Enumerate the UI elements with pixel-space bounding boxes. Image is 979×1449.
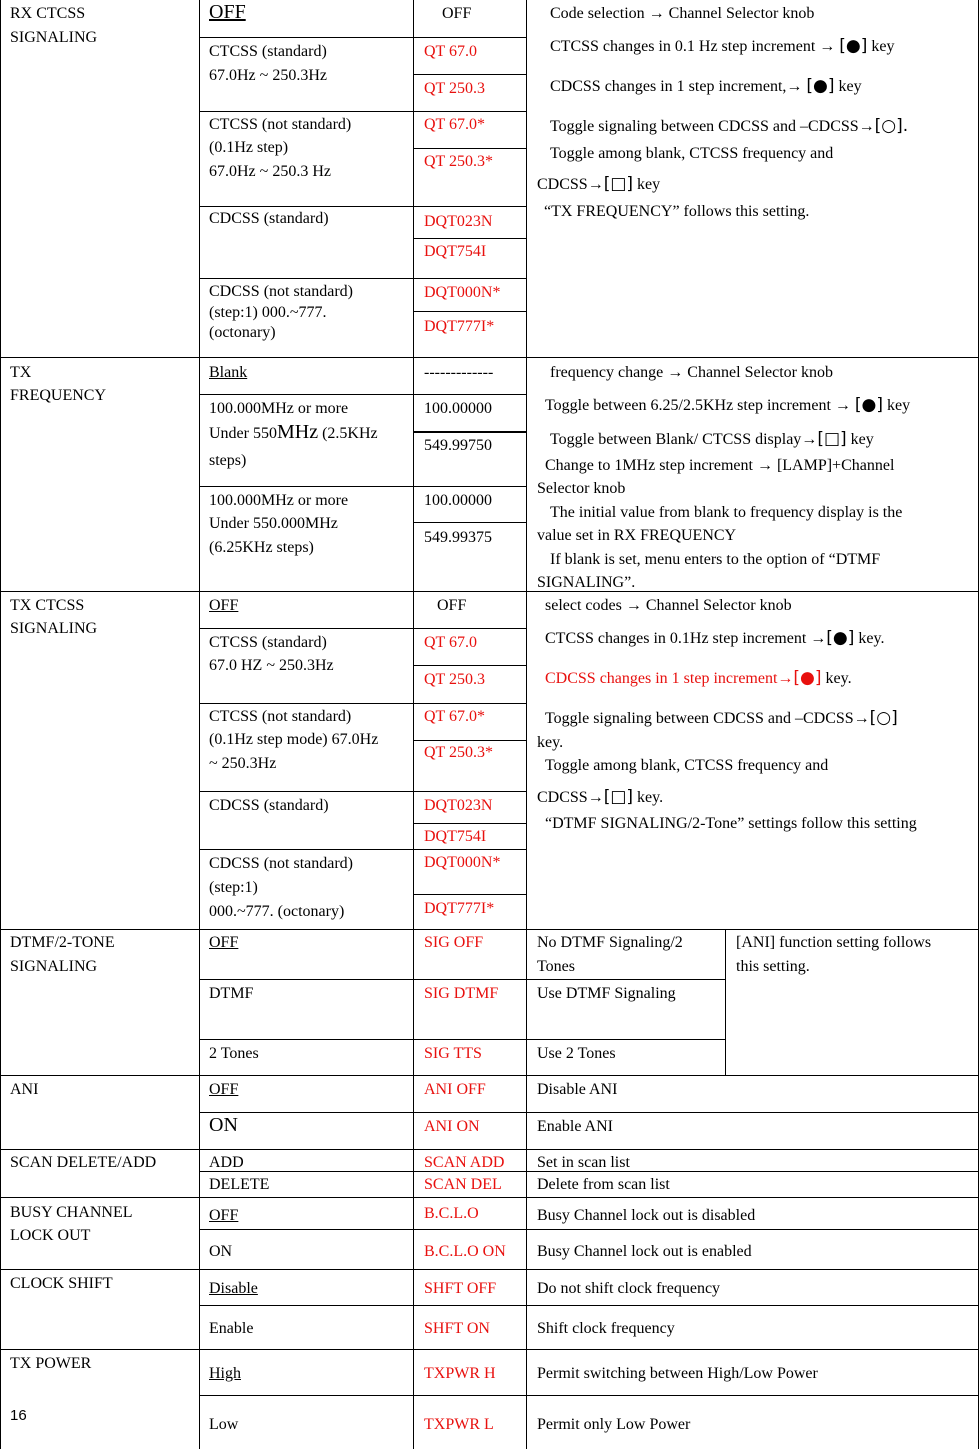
rx-desc-4: Toggle signaling between CDCSS and –CDCSS→[○]. [550,116,909,136]
tx-cdcss-std-max: DQT754I [424,828,487,845]
square-key-icon: [□] [603,787,634,807]
rx-cdcss-ns-2: (step:1) 000.~777. [209,304,327,321]
tx-freq-desc-9: SIGNALING”. [537,574,636,591]
tx-range-2-max: 549.99375 [424,529,492,546]
tx-range-2-line-3: (6.25KHz steps) [209,539,314,556]
tx-range-1-line-3: steps) [209,452,247,469]
tx-range-1-line-2: Under 550MHz (2.5KHz [209,421,378,443]
tx-cdcss-ns-2: (step:1) [209,879,258,896]
rx-cdcss-ns-3: (octonary) [209,324,276,341]
filled-circle-key-icon: [●] [854,395,884,415]
rx-ctcss-std-2: 67.0Hz ~ 250.3Hz [209,67,327,84]
tx-cdcss-ns-1: CDCSS (not standard) [209,855,353,872]
scan-display-add: SCAN ADD [424,1154,505,1171]
txpower-desc-low: Permit only Low Power [537,1416,691,1433]
dtmf-label-2: SIGNALING [10,958,98,975]
txpower-display-high: TXPWR H [424,1365,496,1382]
dtmf-note-2: this setting. [736,958,810,975]
tx-cdcss-ns-3: 000.~777. (octonary) [209,903,345,920]
square-key-icon: [□] [817,429,847,449]
tx-range-1-max: 549.99750 [424,437,492,454]
tx-ctcss-std-1: CTCSS (standard) [209,634,327,651]
tx-freq-label-1: TX [10,364,32,381]
rx-ctcss-ns-max: QT 250.3* [424,153,494,170]
page-number: 16 [10,1407,27,1424]
tx-cdcss-std-min: DQT023N [424,797,493,814]
tx-ctcss-desc-2: CTCSS changes in 0.1Hz step increment →[●] key. [545,628,885,648]
rx-ctcss-label-2: SIGNALING [10,29,98,46]
tx-cdcss-ns-max: DQT777I* [424,900,495,917]
tx-freq-desc-2: Toggle between 6.25/2.5KHz step increment → [●] key [545,395,911,415]
bclo-display-off: B.C.L.O [424,1205,479,1222]
clock-desc-enable: Shift clock frequency [537,1320,675,1337]
rx-ctcss-std-1: CTCSS (standard) [209,43,327,60]
dtmf-display-2tones: SIG TTS [424,1045,482,1062]
rx-cdcss-std-max: DQT754I [424,243,487,260]
bclo-label-1: BUSY CHANNEL [10,1204,133,1221]
tx-ctcss-desc-5: key. [537,734,564,751]
dtmf-note-1: [ANI] function setting follows [736,934,932,951]
scan-display-delete: SCAN DEL [424,1176,502,1193]
rx-desc-1: Code selection → Channel Selector knob [550,5,815,22]
tx-cdcss-ns-min: DQT000N* [424,854,501,871]
dtmf-label-1: DTMF/2-TONE [10,934,115,951]
scan-option-add: ADD [209,1154,244,1171]
tx-range-1-line-1: 100.000MHz or more [209,400,349,417]
txpower-label: TX POWER [10,1355,92,1372]
tx-range-2-min: 100.00000 [424,492,492,509]
dtmf-option-dtmf: DTMF [209,985,254,1002]
tx-ctcss-desc-8: “DTMF SIGNALING/2-Tone” settings follow this setting [545,815,917,832]
bclo-option-on: ON [209,1243,233,1260]
tx-ctcss-desc-4: Toggle signaling between CDCSS and –CDCSS→[○] [545,708,898,728]
tx-cdcss-std: CDCSS (standard) [209,797,329,814]
bclo-display-on: B.C.L.O ON [424,1243,506,1260]
clock-display-enable: SHFT ON [424,1320,490,1337]
tx-ctcss-ns-1: CTCSS (not standard) [209,708,352,725]
rx-ctcss-ns-2: (0.1Hz step) [209,139,289,156]
tx-freq-desc-4: Change to 1MHz step increment → [LAMP]+Channel [545,457,895,474]
filled-circle-key-icon: [●] [826,628,855,648]
rx-ctcss-ns-min: QT 67.0* [424,116,486,133]
scan-desc-delete: Delete from scan list [537,1176,670,1193]
dtmf-display-dtmf: SIG DTMF [424,985,499,1002]
ani-label: ANI [10,1081,39,1098]
rx-ctcss-ns-3: 67.0Hz ~ 250.3 Hz [209,163,331,180]
tx-freq-desc-6: The initial value from blank to frequency display is the [550,504,903,521]
tx-range-1-min: 100.00000 [424,400,492,417]
rx-cdcss-std: CDCSS (standard) [209,210,329,227]
tx-freq-desc-3: Toggle between Blank/ CTCSS display→[□] key [550,429,874,449]
dtmf-desc-dtmf: Use DTMF Signaling [537,985,676,1002]
tx-off-option: OFF [209,597,239,614]
tx-freq-label-2: FREQUENCY [10,387,107,404]
dtmf-option-2tones: 2 Tones [209,1045,259,1062]
tx-ctcss-std-min: QT 67.0 [424,634,478,651]
dtmf-desc-2tones: Use 2 Tones [537,1045,616,1062]
tx-range-2-line-1: 100.000MHz or more [209,492,349,509]
tx-ctcss-ns-min: QT 67.0* [424,708,486,725]
rx-cdcss-ns-max: DQT777I* [424,318,495,335]
tx-freq-desc-1: frequency change → Channel Selector knob [550,364,834,381]
dtmf-display-off: SIG OFF [424,934,484,951]
ani-display-on: ANI ON [424,1118,480,1135]
filled-circle-key-icon: [●] [806,76,835,96]
filled-circle-key-icon: [●] [839,36,868,56]
rx-cdcss-ns-1: CDCSS (not standard) [209,283,353,300]
rx-off-option: OFF [209,1,246,23]
ani-desc-on: Enable ANI [537,1118,613,1135]
tx-ctcss-desc-6: Toggle among blank, CTCSS frequency and [545,757,829,774]
rx-ctcss-std-min: QT 67.0 [424,43,478,60]
bclo-desc-on: Busy Channel lock out is enabled [537,1243,752,1260]
rx-ctcss-ns-1: CTCSS (not standard) [209,116,352,133]
clock-label: CLOCK SHIFT [10,1275,113,1292]
clock-desc-disable: Do not shift clock frequency [537,1280,721,1297]
txpower-display-low: TXPWR L [424,1416,494,1433]
tx-ctcss-desc-1: select codes → Channel Selector knob [545,597,792,614]
ani-option-off: OFF [209,1081,239,1098]
tx-ctcss-std-max: QT 250.3 [424,671,486,688]
tx-blank-option: Blank [209,364,248,381]
rx-ctcss-label-1: RX CTCSS [10,5,86,22]
rx-desc-5: Toggle among blank, CTCSS frequency and [550,145,834,162]
tx-freq-desc-5: Selector knob [537,480,626,497]
rx-ctcss-std-max: QT 250.3 [424,80,486,97]
tx-ctcss-ns-max: QT 250.3* [424,744,494,761]
txpower-option-low: Low [209,1416,239,1433]
tx-ctcss-ns-2: (0.1Hz step mode) 67.0Hz [209,731,379,748]
rx-desc-3: CDCSS changes in 1 step increment,→ [●] key [550,76,862,96]
clock-option-disable: Disable [209,1280,258,1297]
dtmf-desc-off-2: Tones [537,958,575,975]
tx-ctcss-desc-3: CDCSS changes in 1 step increment→[●] key. [545,668,852,688]
scan-desc-add: Set in scan list [537,1154,630,1171]
filled-circle-key-icon: [●] [793,668,822,688]
ani-display-off: ANI OFF [424,1081,486,1098]
dtmf-desc-off-1: No DTMF Signaling/2 [537,934,683,951]
open-circle-key-icon: [○] [869,708,898,728]
rx-off-display: OFF [442,5,472,22]
tx-ctcss-desc-7: CDCSS→[□] key. [537,787,664,807]
tx-freq-desc-8: If blank is set, menu enters to the option of “DTMF [550,551,881,568]
rx-cdcss-ns-min: DQT000N* [424,284,501,301]
dtmf-option-off: OFF [209,934,239,951]
scan-option-delete: DELETE [209,1176,270,1193]
bclo-option-off: OFF [209,1207,239,1224]
scan-label: SCAN DELETE/ADD [10,1154,157,1171]
ani-option-on: ON [209,1114,238,1136]
bclo-desc-off: Busy Channel lock out is disabled [537,1207,756,1224]
tx-range-2-line-2: Under 550.000MHz [209,515,338,532]
tx-off-display: OFF [437,597,467,614]
tx-ctcss-label-1: TX CTCSS [10,597,85,614]
txpower-option-high: High [209,1365,241,1382]
tx-ctcss-label-2: SIGNALING [10,620,98,637]
rx-cdcss-std-min: DQT023N [424,213,493,230]
bclo-label-2: LOCK OUT [10,1227,91,1244]
rx-desc-7: “TX FREQUENCY” follows this setting. [544,203,810,220]
open-circle-key-icon: [○]. [874,116,909,136]
rx-desc-6: CDCSS→[□] key [537,174,661,194]
clock-option-enable: Enable [209,1320,254,1337]
square-key-icon: [□] [603,174,634,194]
tx-ctcss-ns-3: ~ 250.3Hz [209,755,277,772]
tx-ctcss-std-2: 67.0 HZ ~ 250.3Hz [209,657,334,674]
rx-desc-2: CTCSS changes in 0.1 Hz step increment → [●] key [550,36,895,56]
clock-display-disable: SHFT OFF [424,1280,497,1297]
tx-freq-desc-7: value set in RX FREQUENCY [537,527,737,544]
ani-desc-off: Disable ANI [537,1081,618,1098]
tx-blank-display: ------------- [424,364,494,381]
txpower-desc-high: Permit switching between High/Low Power [537,1365,818,1382]
